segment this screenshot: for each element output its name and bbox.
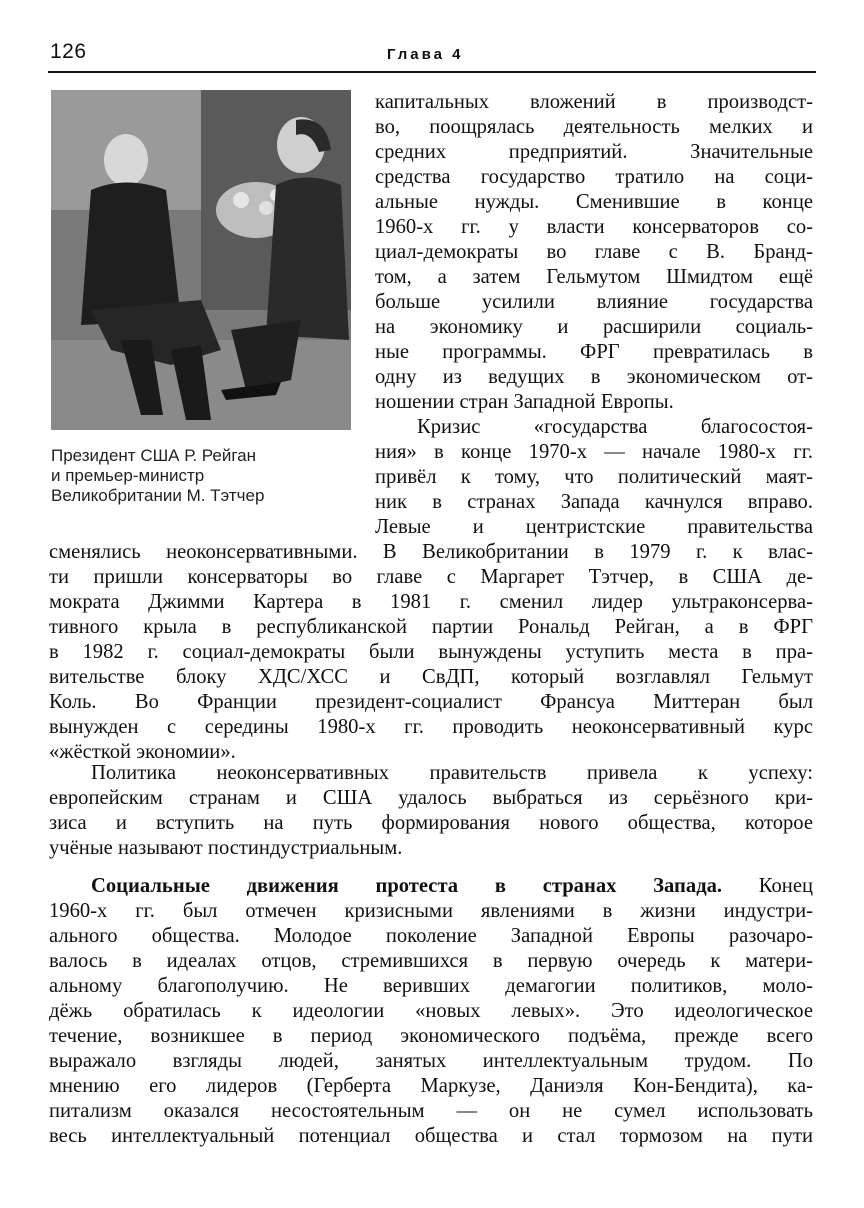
text-line: во, поощрялась деятельность мелких и (375, 116, 813, 138)
text-line: мнению его лидеров (Герберта Маркузе, Даниэля Кон-Бендита), ка- (49, 1075, 813, 1097)
text-line: европейским странам и США удалось выбраться из серьёзного кри- (49, 787, 813, 809)
text-line: на экономику и расширили социаль- (375, 316, 813, 338)
text-line: ального общества. Молодое поколение Западной Европы разочаро- (49, 925, 813, 947)
text-line: зиса и вступить на путь формирования нового общества, которое (49, 812, 813, 834)
section-social-movements (49, 874, 813, 1149)
text-line: течение, возникшее в период экономического подъёма, прежде всего (49, 1025, 813, 1047)
text-line: «жёсткой экономии». (49, 741, 236, 763)
paragraph-neoconservative (49, 540, 813, 765)
caption-line: и премьер-министр (51, 466, 205, 485)
page-number: 126 (50, 40, 87, 63)
text-line: ния» в конце 1970-х — начале 1980-х гг. (375, 441, 813, 463)
text-line: тивного крыла в республиканской партии Рональд Рейган, а в ФРГ (49, 616, 813, 638)
column-text (375, 90, 813, 540)
text-line: сменялись неоконсервативными. В Великобритании в 1979 г. к влас- (49, 541, 813, 563)
text-line: больше усилили влияние государства (375, 291, 813, 313)
caption-line: Президент США Р. Рейган (51, 446, 257, 465)
section-heading: Социальные движения протеста в странах Запада. (91, 875, 723, 897)
text-line: ти пришли консерваторы во главе с Маргарет Тэтчер, в США де- (49, 566, 813, 588)
caption-line: Великобритании М. Тэтчер (51, 486, 265, 505)
text-line: в 1982 г. социал-демократы были вынуждены уступить места в пра- (49, 641, 813, 663)
text-line: альному благополучию. Не веривших демагогии политиков, моло- (49, 975, 813, 997)
photo-reagan-thatcher (51, 90, 351, 430)
text-line: средства государство тратило на соци- (375, 166, 813, 188)
text-line: 1960-х гг. у власти консерваторов со- (375, 216, 813, 238)
text-line: выражало взгляды людей, занятых интеллектуальным трудом. По (49, 1050, 813, 1072)
text-line: валось в идеалах отцов, стремившихся в первую очередь к матери- (49, 950, 813, 972)
text-line: мократа Джимми Картера в 1981 г. сменил лидер ультраконсерва- (49, 591, 813, 613)
text-line: ник в странах Запада качнулся вправо. (375, 491, 813, 513)
text-line: капитальных вложений в производст- (375, 91, 813, 113)
header-rule (48, 71, 816, 73)
text-line: привёл к тому, что политический маят- (375, 466, 813, 488)
text-line: Левые и центристские правительства (375, 516, 813, 538)
text-line: средних предприятий. Значительные (375, 141, 813, 163)
text-line: циал-демократы во главе с В. Бранд- (375, 241, 813, 263)
text-line: Кризис «государства благосостоя- (417, 416, 813, 438)
text-line: питализм оказался несостоятельным — он не сумел использовать (49, 1100, 813, 1122)
text-line: 1960-х гг. был отмечен кризисными явлениями в жизни индустри- (49, 900, 813, 922)
text-line: ные программы. ФРГ превратилась в (375, 341, 813, 363)
paragraph-policy (49, 761, 813, 861)
text-line: весь интеллектуальный потенциал общества и стал тормозом на пути (49, 1125, 813, 1147)
text-line: ношении стран Западной Европы. (375, 391, 674, 413)
section-first-line (49, 874, 813, 899)
text-line: Политика неоконсервативных правительств привела к успеху: (91, 762, 813, 784)
text-line: Коль. Во Франции президент-социалист Франсуа Миттеран был (49, 691, 813, 713)
photo-illustration (51, 90, 351, 430)
text-line: дёжь обратилась к идеологии «новых левых». Это идеологическое (49, 1000, 813, 1022)
text-line: учёные называют постиндустриальным. (49, 837, 403, 859)
text-line: альные нужды. Сменившие в конце (375, 191, 813, 213)
text-line: вынужден с середины 1980-х гг. проводить неоконсервативный курс (49, 716, 813, 738)
text-line: том, а затем Гельмутом Шмидтом ещё (375, 266, 813, 288)
section-heading-continuation: Конец (722, 875, 813, 897)
text-line: вительстве блоку ХДС/ХСС и СвДП, который возглавлял Гельмут (49, 666, 813, 688)
running-head: Глава 4 (387, 46, 464, 63)
photo-caption (51, 446, 351, 506)
text-line: одну из ведущих в экономическом от- (375, 366, 813, 388)
